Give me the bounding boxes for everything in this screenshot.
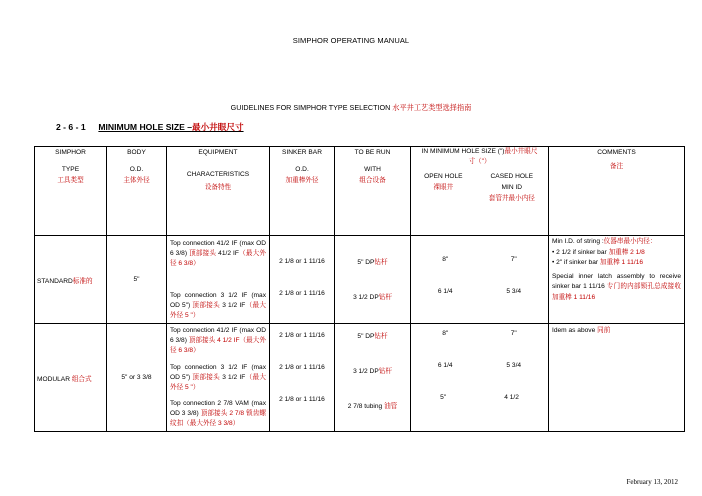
run-modular [335,324,411,432]
header-equipment-cn: 设备特性 [204,184,232,191]
run-en: 3 1/2 DP [353,294,379,301]
header-hole-l1 [411,147,548,157]
eq-cn2: （最大外径 6 3/8） [170,337,266,354]
eq-en1: Top connection 3 1/2 IF (max OD 5") [170,292,266,309]
header-open-en: OPEN HOLE [424,173,463,180]
hole-standard [411,236,549,324]
open-hole-value: 6 1/4 [437,288,453,295]
guidelines-heading [0,103,702,113]
eq-cn1: 顶部接头 [192,302,221,309]
run-standard [335,236,411,324]
equipment-modular [167,324,270,432]
guidelines-cn: 水平井工艺类型选择指南 [392,103,472,112]
eq-en1: Top connection 41/2 IF (max OD 6 3/8) [170,240,266,257]
comment-cn: 加重棒 2 1/8 [608,248,645,256]
header-body-cn: 主体外径 [123,177,150,184]
comment-text: Idem as above [552,327,596,334]
header-body-l2: O.D. [129,166,144,173]
run-cn: 钻杆 [378,368,392,375]
header-cased-hole [489,171,535,204]
header-run-cn: 组合设备 [359,177,386,184]
comment-text: • 2 1/2 if sinker bar [552,248,607,256]
header-run-l1: TO BE RUN [354,149,391,156]
type-en: MODULAR [37,375,70,383]
header-body [107,147,167,236]
run-en: 5" DP [357,259,375,266]
cased-hole-value: 7" [510,330,517,337]
eq-en2: 4 1/2 IF [217,337,240,344]
sinker-value: 2 1/8 or 1 11/16 [279,396,325,403]
eq-cn1: 顶部接头 [200,410,228,417]
sinker-value: 2 1/8 or 1 11/16 [279,290,325,297]
header-cased-sub: MIN ID [501,184,523,191]
header-type-l1: SIMPHOR [55,149,86,156]
comment-text: Special inner latch assembly to receive sinker bar 1 11/16 [552,272,681,290]
hole-size-table [34,146,685,432]
eq-en2: 2 7/8 [229,410,245,417]
comment-cn: 仪器串最小内径： [603,238,657,245]
type-cn: 标准的 [72,277,93,285]
eq-en1: Top connection 3 1/2 IF (max OD 5") [170,364,266,381]
equipment-item [170,291,266,323]
header-equipment-l2: CHARACTERISTICS [186,171,250,178]
header-type-cn: 工具类型 [57,177,84,184]
cased-hole-value: 4 1/2 [504,394,519,401]
comment-text: • 2" if sinker bar [552,259,599,266]
section-number: 2 - 6 - 1 [56,122,86,132]
eq-cn2: （最大外径 5 "） [170,374,266,391]
run-en: 2 7/8 tubing [347,403,383,410]
run-value [335,291,410,301]
header-run-l2: WITH [364,166,381,173]
guidelines-en: GUIDELINES FOR SIMPHOR TYPE SELECTION [230,103,393,112]
eq-en2: 3 1/2 IF [222,374,246,381]
sinker-value: 2 1/8 or 1 11/16 [279,364,325,371]
comment-cn: 专门的内部锁孔总成接收加重棒 1 11/16 [552,283,681,301]
header-open-hole [424,171,462,204]
header-hole-subcolumns [411,171,548,204]
header-sinker-l1: SINKER BAR [282,149,322,156]
body-od-standard: 5" [107,236,167,324]
section-title-en: MINIMUM HOLE SIZE – [98,122,192,132]
eq-cn1: 顶部接头 [192,374,221,381]
header-type-l2: TYPE [61,166,80,173]
type-en: STANDARD [37,277,73,285]
run-cn: 钻杆 [374,333,388,340]
section-title-cn: 最小井眼尺寸 [191,122,244,132]
header-hole-cn2: 寸（"） [468,158,491,165]
eq-cn2: 锁齿螺纹扣（最大外径 3 3/8） [170,410,266,427]
run-cn: 钻杆 [378,294,392,301]
header-comments-l1: COMMENTS [597,149,636,156]
table-row [35,236,685,324]
type-cn: 组合式 [71,375,92,383]
header-comments [549,147,685,236]
eq-cn2: （最大外径 6 3/8） [170,250,266,267]
table-header-row [35,147,685,236]
run-en: 3 1/2 DP [353,368,379,375]
eq-en2: 41/2 IF [218,250,239,257]
footer-date: February 13, 2012 [626,478,678,486]
header-cased-cn: 套管井最小内径 [488,195,535,202]
header-equipment-l1: EQUIPMENT [198,149,238,156]
eq-cn1: 顶部接头 [189,250,217,257]
eq-cn1: 顶部接头 [188,337,216,344]
header-cased-en: CASED HOLE [490,173,534,180]
table-row [35,324,685,432]
run-cn: 钻杆 [374,259,388,266]
run-value [335,400,410,410]
header-sinker [270,147,335,236]
header-run [335,147,411,236]
type-modular [35,324,107,432]
eq-en1: Top connection 2 7/8 VAM (max OD 3 3/8) [170,400,266,417]
eq-en2: 3 1/2 IF [222,302,246,309]
hole-modular [411,324,549,432]
equipment-item [170,236,266,291]
header-hole-size [411,147,549,236]
equipment-standard [167,236,270,324]
section-title [98,122,243,132]
comment-modular [549,324,685,432]
body-od-modular: 5" or 3 3/8 [107,324,167,432]
open-hole-value: 8" [442,256,449,263]
run-value [335,330,410,340]
comment-cn: 加重棒 1 11/16 [599,259,644,266]
equipment-item [170,324,266,363]
equipment-item [170,363,266,399]
open-hole-value: 8" [442,330,449,337]
header-open-cn: 裸眼井 [433,184,454,191]
eq-en1: Top connection 41/2 IF (max OD 6 3/8) [170,327,266,344]
run-value [335,365,410,375]
sinker-modular [270,324,335,432]
header-comments-cn: 备注 [609,163,624,170]
equipment-item [170,399,266,431]
header-hole-en: IN MINIMUM HOLE SIZE (") [421,148,505,155]
sinker-standard [270,236,335,324]
comment-standard [549,236,685,324]
open-hole-value: 5" [440,394,447,401]
header-hole-cn1: 最小井眼尺 [504,148,538,155]
header-body-l1: BODY [127,149,146,156]
header-type [35,147,107,236]
open-hole-value: 6 1/4 [437,362,453,369]
manual-title: SIMPHOR OPERATING MANUAL [292,36,410,45]
header-equipment [167,147,270,236]
sinker-value: 2 1/8 or 1 11/16 [279,258,325,265]
type-standard [35,236,107,324]
run-value [335,256,410,266]
eq-cn2: （最大外径 5 "） [170,302,266,319]
cased-hole-value: 5 3/4 [506,362,522,369]
section-heading [56,121,244,133]
run-en: 5" DP [357,333,375,340]
header-sinker-cn: 加重棒外径 [285,177,319,184]
cased-hole-value: 7" [510,256,517,263]
comment-text: Min I.D. of string : [552,238,604,245]
cased-hole-value: 5 3/4 [506,288,522,295]
run-cn: 油管 [384,403,398,410]
sinker-value: 2 1/8 or 1 11/16 [279,332,325,339]
header-sinker-l2: O.D. [295,166,309,173]
comment-cn: 同前 [597,327,611,334]
